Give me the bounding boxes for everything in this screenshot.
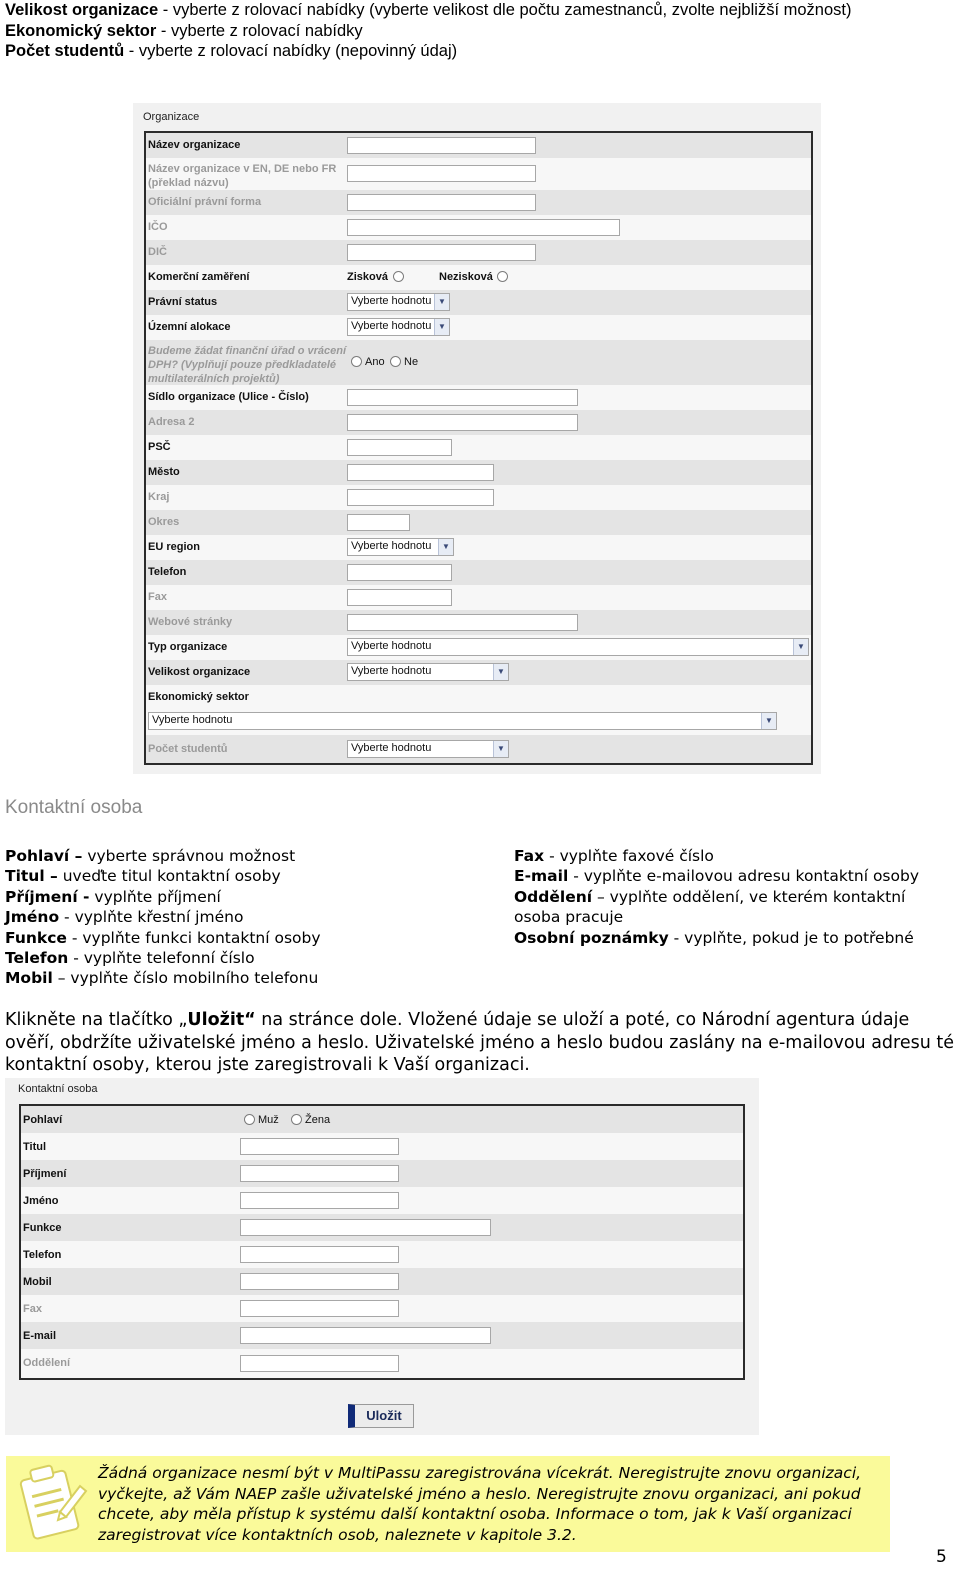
row-velikost <box>146 660 811 685</box>
ziskova-radio[interactable] <box>393 271 404 282</box>
typ-organizace-select[interactable] <box>347 638 809 656</box>
chevron-down-icon: ▼ <box>493 741 508 757</box>
term: Jméno <box>5 908 60 927</box>
mobil-input[interactable] <box>240 1273 399 1290</box>
intro-term: Počet studentů <box>5 42 125 60</box>
radio-label: Nezisková <box>439 271 493 283</box>
field-label: Počet studentů <box>148 743 228 755</box>
description: vyplňte příjmení <box>89 887 221 906</box>
row-dph <box>146 340 811 385</box>
field-label: Pohlaví <box>23 1114 63 1126</box>
ico-input[interactable] <box>347 219 620 236</box>
field-label: Oddělení <box>23 1357 71 1369</box>
field-label: Název organizace <box>148 139 241 151</box>
paragraph-bold: Uložit“ <box>187 1010 256 1030</box>
description-item <box>5 968 505 988</box>
oddeleni-input[interactable] <box>240 1355 399 1372</box>
select-value: Vyberte hodnotu <box>351 320 432 332</box>
row-sektor <box>146 685 811 735</box>
row-fax <box>146 585 811 610</box>
email-input[interactable] <box>240 1327 491 1344</box>
description-item <box>5 866 505 886</box>
row-telefon <box>146 560 811 585</box>
row-pravni <box>146 290 811 315</box>
field-label: Komerční zaměření <box>148 271 250 283</box>
field-descriptions-right <box>514 846 950 948</box>
select-value: Vyberte hodnotu <box>351 742 432 754</box>
row-dic <box>146 240 811 265</box>
description-item <box>5 948 505 968</box>
field-label: Právní status <box>148 296 218 308</box>
fax-input[interactable] <box>240 1300 399 1317</box>
row-web <box>146 610 811 635</box>
field-label: Sídlo organizace (Ulice - Číslo) <box>148 391 309 403</box>
neziskova-radio[interactable] <box>497 271 508 282</box>
row-adresa2 <box>146 410 811 435</box>
description: – vyplňte číslo mobilního telefonu <box>52 969 319 988</box>
field-label: Oficiální právní forma <box>148 196 262 208</box>
contact-form-screenshot <box>5 1078 759 1435</box>
select-value: Vyberte hodnotu <box>351 540 432 552</box>
radio-label: Zisková <box>347 271 388 283</box>
contact-form <box>19 1104 745 1380</box>
description-item <box>5 928 505 948</box>
oficialni-forma-input[interactable] <box>347 194 536 211</box>
row-titul <box>21 1133 743 1160</box>
field-label: Ekonomický sektor <box>148 691 249 703</box>
description-item <box>514 887 950 928</box>
funkce-input[interactable] <box>240 1219 491 1236</box>
chevron-down-icon: ▼ <box>434 319 449 335</box>
row-psc <box>146 435 811 460</box>
field-label: Název organizace v EN, DE nebo FR (překlad názvu) <box>148 163 337 189</box>
description: vyberte správnou možnost <box>82 847 296 865</box>
term: Osobní poznámky <box>514 928 669 947</box>
row-prijmeni <box>21 1160 743 1187</box>
form-title: Organizace <box>143 111 200 123</box>
sidlo-input[interactable] <box>347 389 578 406</box>
paragraph-text: na stránce dole. Vložené údaje se uloží a poté, co Národní agentura údaje ověří, obdržíte uživatelské jméno a heslo. Uživatelské jméno a heslo budou zaslány na e-mailovou adresu té kontaktní osoby, kterou jste zaregistrovali k Vaší organizaci. <box>5 1010 955 1076</box>
term: Funkce <box>5 928 67 947</box>
radio-label: Ano <box>365 356 385 368</box>
description: – vyplňte oddělení, ve kterém kontaktní osoba pracuje <box>514 887 906 927</box>
intro-desc: - vyberte z rolovací nabídky <box>156 21 363 40</box>
row-typ <box>146 635 811 660</box>
jmeno-input[interactable] <box>240 1192 399 1209</box>
description: - vyplňte funkci kontaktní osoby <box>66 928 321 947</box>
nazev-en-input[interactable] <box>347 165 536 182</box>
field-descriptions-left <box>5 846 505 989</box>
field-label: Webové stránky <box>148 616 233 628</box>
intro-term: Velikost organizace <box>5 1 159 19</box>
row-nazev <box>146 133 811 158</box>
telefon-input[interactable] <box>347 564 452 581</box>
chevron-down-icon: ▼ <box>438 539 453 555</box>
mesto-input[interactable] <box>347 464 494 481</box>
note-pencil-icon <box>16 1460 88 1544</box>
note-text: Žádná organizace nesmí být v MultiPassu zaregistrována vícekrát. Neregistrujte znovu organizaci, vyčkejte, až Vám NAEP zašle uživatelské jméno a heslo. Neregistrujte znovu organizaci, ani pokud chcete, aby měla přístup k systému další kontaktní osoba. Informace o tom, jak k Vaší organizaci zaregistrovat více kontaktních osob, naleznete v kapitole 3.2. <box>98 1464 862 1544</box>
field-label: Typ organizace <box>148 641 228 653</box>
description-item <box>514 866 950 886</box>
prijmeni-input[interactable] <box>240 1165 399 1182</box>
chevron-down-icon: ▼ <box>793 639 808 655</box>
row-sidlo <box>146 385 811 410</box>
instruction-paragraph <box>5 1009 955 1077</box>
velikost-organizace-select[interactable] <box>347 663 509 681</box>
description-item <box>5 907 505 927</box>
adresa2-input[interactable] <box>347 414 578 431</box>
radio-label: Žena <box>305 1114 331 1126</box>
select-value: Vyberte hodnotu <box>351 295 432 307</box>
field-label: Příjmení <box>23 1168 67 1180</box>
description: - vyplňte faxové číslo <box>544 847 714 865</box>
radio-label: Muž <box>258 1114 279 1126</box>
intro-text <box>5 0 950 62</box>
term: E-mail <box>514 867 569 886</box>
field-label: Okres <box>148 516 180 528</box>
term: Mobil <box>5 969 53 988</box>
page-number: 5 <box>936 1547 947 1567</box>
field-label: Titul <box>23 1141 47 1153</box>
row-jmeno <box>21 1187 743 1214</box>
row-nazev-en <box>146 158 811 190</box>
telefon-input[interactable] <box>240 1246 399 1263</box>
eu-region-select[interactable] <box>347 538 454 556</box>
row-uzemni <box>146 315 811 340</box>
description-item <box>514 928 950 948</box>
organization-form-screenshot <box>133 103 821 774</box>
description-item <box>514 846 950 866</box>
field-label: Mobil <box>23 1276 52 1288</box>
row-mobil <box>21 1268 743 1295</box>
fax-input[interactable] <box>347 589 452 606</box>
chevron-down-icon: ▼ <box>493 664 508 680</box>
term: Fax <box>514 847 545 865</box>
term: Pohlaví – <box>5 847 83 865</box>
field-label: Jméno <box>23 1195 59 1207</box>
description-item <box>5 846 505 866</box>
row-email <box>21 1322 743 1349</box>
field-label: Telefon <box>23 1249 62 1261</box>
term: Příjmení - <box>5 887 90 906</box>
field-label: EU region <box>148 541 200 553</box>
ekonomicky-sektor-select[interactable] <box>148 712 777 730</box>
row-telefon <box>21 1241 743 1268</box>
save-button[interactable]: Uložit <box>348 1404 414 1428</box>
chevron-down-icon: ▼ <box>761 713 776 729</box>
okres-input[interactable] <box>347 514 410 531</box>
ano-radio[interactable] <box>351 356 362 367</box>
row-mesto <box>146 460 811 485</box>
form-title: Kontaktní osoba <box>18 1083 98 1095</box>
zena-radio[interactable] <box>291 1114 302 1125</box>
row-okres <box>146 510 811 535</box>
field-label: E-mail <box>23 1330 57 1342</box>
uzemni-alokace-select[interactable] <box>347 318 450 336</box>
radio-label: Ne <box>404 356 419 368</box>
field-label: Adresa 2 <box>148 416 195 428</box>
field-label: Město <box>148 466 180 478</box>
field-label: Územní alokace <box>148 321 231 333</box>
intro-desc: - vyberte z rolovací nabídky (nepovinný údaj) <box>124 42 458 60</box>
row-fax <box>21 1295 743 1322</box>
select-value: Vyberte hodnotu <box>351 665 432 677</box>
intro-desc: - vyberte z rolovací nabídky (vyberte velikost dle počtu zamestnanců, zvolte nejbližší možnost) <box>158 1 852 19</box>
section-heading: Kontaktní osoba <box>5 797 143 818</box>
term: Oddělení <box>514 887 593 906</box>
description: - vyplňte e-mailovou adresu kontaktní osoby <box>568 867 919 886</box>
kraj-input[interactable] <box>347 489 494 506</box>
row-oficialni <box>146 190 811 215</box>
field-label: Budeme žádat finanční úřad o vrácení DPH? (Vyplňují pouze předkladatelé multilaterálních projektů) <box>148 345 347 385</box>
note-box <box>6 1456 890 1552</box>
chevron-down-icon: ▼ <box>434 294 449 310</box>
select-value: Vyberte hodnotu <box>351 640 432 652</box>
description: - vyplňte, pokud je to potřebné <box>668 928 914 947</box>
field-label: PSČ <box>148 441 171 453</box>
select-value: Vyberte hodnotu <box>152 714 233 726</box>
field-label: Velikost organizace <box>148 666 251 678</box>
description: - vyplňte telefonní číslo <box>68 949 255 968</box>
field-label: Fax <box>148 591 167 603</box>
web-input[interactable] <box>347 614 578 631</box>
paragraph-text: Klikněte na tlačítko „ <box>5 1010 188 1030</box>
row-kraj <box>146 485 811 510</box>
pocet-studentu-select[interactable] <box>347 740 509 758</box>
row-ico <box>146 215 811 240</box>
row-eu-region <box>146 535 811 560</box>
nazev-organizace-input[interactable] <box>347 137 536 154</box>
field-label: Fax <box>23 1303 42 1315</box>
psc-input[interactable] <box>347 439 452 456</box>
row-studenti <box>146 735 811 763</box>
term: Telefon <box>5 949 69 968</box>
field-label: IČO <box>148 221 168 233</box>
intro-term: Ekonomický sektor <box>5 21 157 40</box>
pravni-status-select[interactable] <box>347 293 450 311</box>
description: - vyplňte křestní jméno <box>59 908 244 927</box>
titul-input[interactable] <box>240 1138 399 1155</box>
ne-radio[interactable] <box>390 356 401 367</box>
row-funkce <box>21 1214 743 1241</box>
field-label: Funkce <box>23 1222 62 1234</box>
muz-radio[interactable] <box>244 1114 255 1125</box>
organization-form <box>144 131 813 765</box>
field-label: DIČ <box>148 246 167 258</box>
field-label: Telefon <box>148 566 187 578</box>
description-item <box>5 887 505 907</box>
field-label: Kraj <box>148 491 170 503</box>
term: Titul – <box>5 867 58 886</box>
row-pohlavi <box>21 1106 743 1133</box>
row-oddeleni <box>21 1349 743 1378</box>
row-komercni <box>146 265 811 290</box>
description: uveďte titul kontaktní osoby <box>57 867 281 886</box>
dic-input[interactable] <box>347 244 536 261</box>
